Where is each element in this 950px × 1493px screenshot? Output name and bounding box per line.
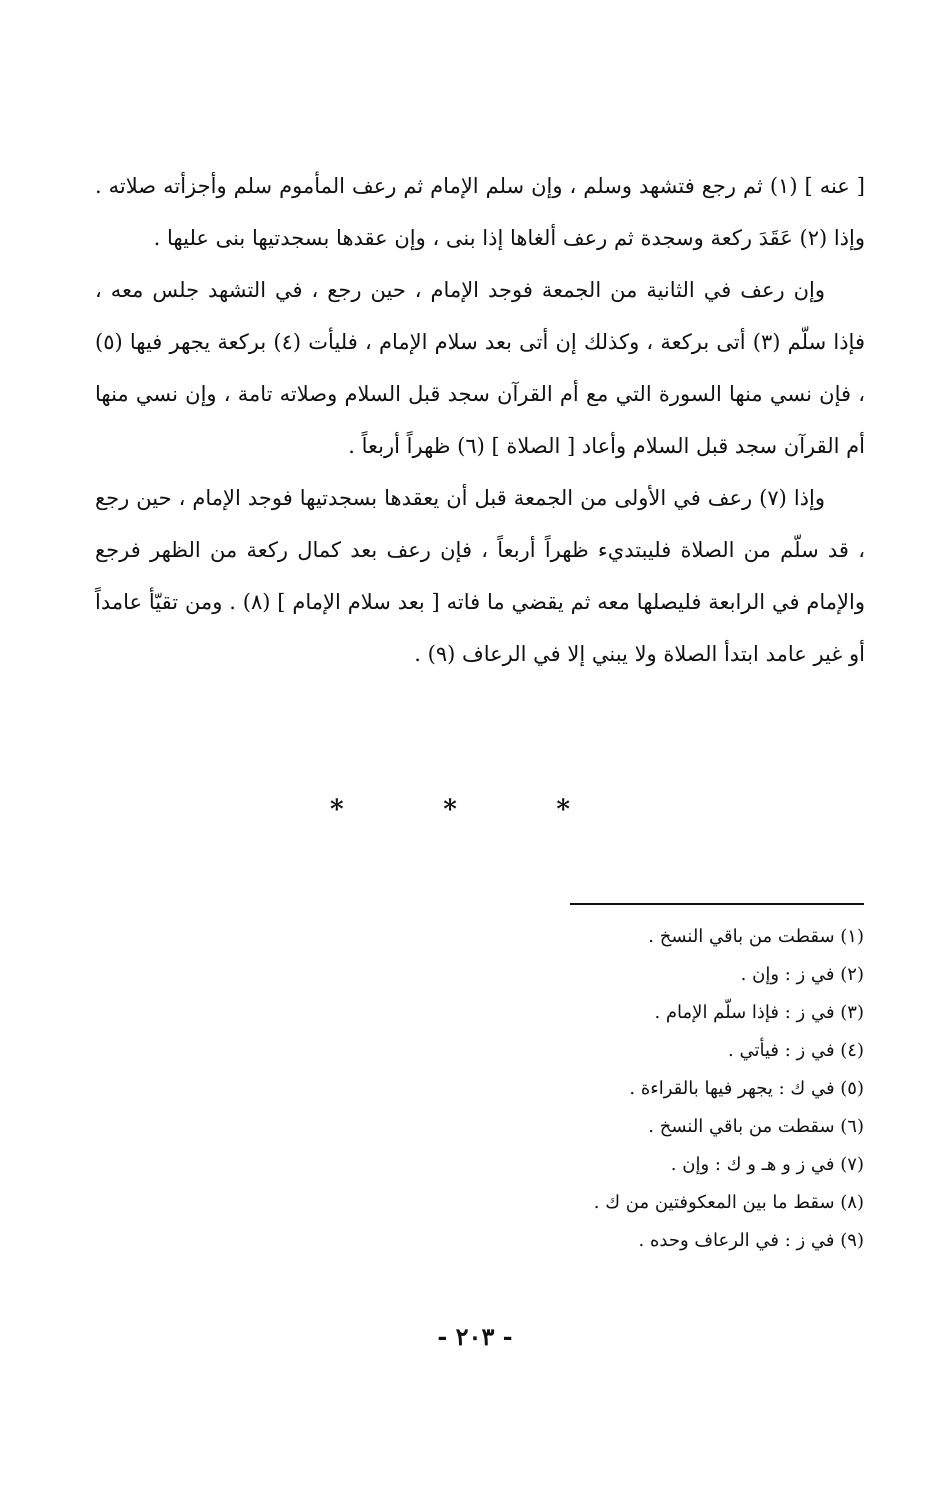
footnote-1: (١) سقطت من باقي النسخ . bbox=[648, 926, 864, 947]
footnote-8: (٨) سقط ما بين المعكوفتين من ك . bbox=[593, 1192, 864, 1213]
footnotes bbox=[434, 918, 864, 1260]
footnote-4: (٤) في ز : فيأتي . bbox=[728, 1040, 864, 1061]
page-number: - ٢٠٣ - bbox=[437, 1322, 513, 1351]
footnote-5: (٥) في ك : يجهر فيها بالقراءة . bbox=[629, 1078, 864, 1099]
footnote-3: (٣) في ز : فإذا سلّم الإمام . bbox=[654, 1002, 864, 1023]
footnote-divider bbox=[570, 903, 864, 905]
footnote-6: (٦) سقطت من باقي النسخ . bbox=[648, 1116, 864, 1137]
paragraph-1: [ عنه ] (١) ثم رجع فتشهد وسلم ، وإن سلم الإمام ثم رعف المأموم سلم وأجزأته صلاته . وإذا (٢) عَقَدَ ركعة وسجدة ثم رعف ألغاها إذا بنى ، وإن عقدها بسجدتيها بنى عليها . bbox=[95, 174, 866, 250]
main-text bbox=[95, 160, 865, 680]
footnote-9: (٩) في ز : في الرعاف وحده . bbox=[638, 1230, 864, 1251]
separator-star-2: * bbox=[443, 795, 457, 825]
footnote-7: (٧) في ز و هـ و ك : وإن . bbox=[670, 1154, 864, 1175]
separator-star-1: * bbox=[330, 795, 344, 825]
separator-star-3: * bbox=[556, 795, 570, 825]
paragraph-3: وإذا (٧) رعف في الأولى من الجمعة قبل أن يعقدها بسجدتيها فوجد الإمام ، حين رجع ، قد سلّم من الصلاة فليبتديء ظهراً أربعاً ، فإن رعف بعد كمال ركعة من الظهر فرجع والإمام في الرابعة فليصلها معه ثم يقضي ما فاته [ بعد سلام الإمام ] (٨) . ومن تقيّأ عامداً أو غير عامد ابتدأ الصلاة ولا يبني إلا في الرعاف (٩) . bbox=[95, 486, 865, 666]
footnote-2: (٢) في ز : وإن . bbox=[740, 964, 864, 985]
section-separator bbox=[330, 795, 570, 825]
paragraph-2: وإن رعف في الثانية من الجمعة فوجد الإمام ، حين رجع ، في التشهد جلس معه ، فإذا سلّم (٣) أتى بركعة ، وكذلك إن أتى بعد سلام الإمام ، فليأت (٤) بركعة يجهر فيها (٥) ، فإن نسي منها السورة التي مع أم القرآن سجد قبل السلام وصلاته تامة ، وإن نسي منها أم القرآن سجد قبل السلام وأعاد [ الصلاة ] (٦) ظهراً أربعاً . bbox=[95, 278, 865, 458]
